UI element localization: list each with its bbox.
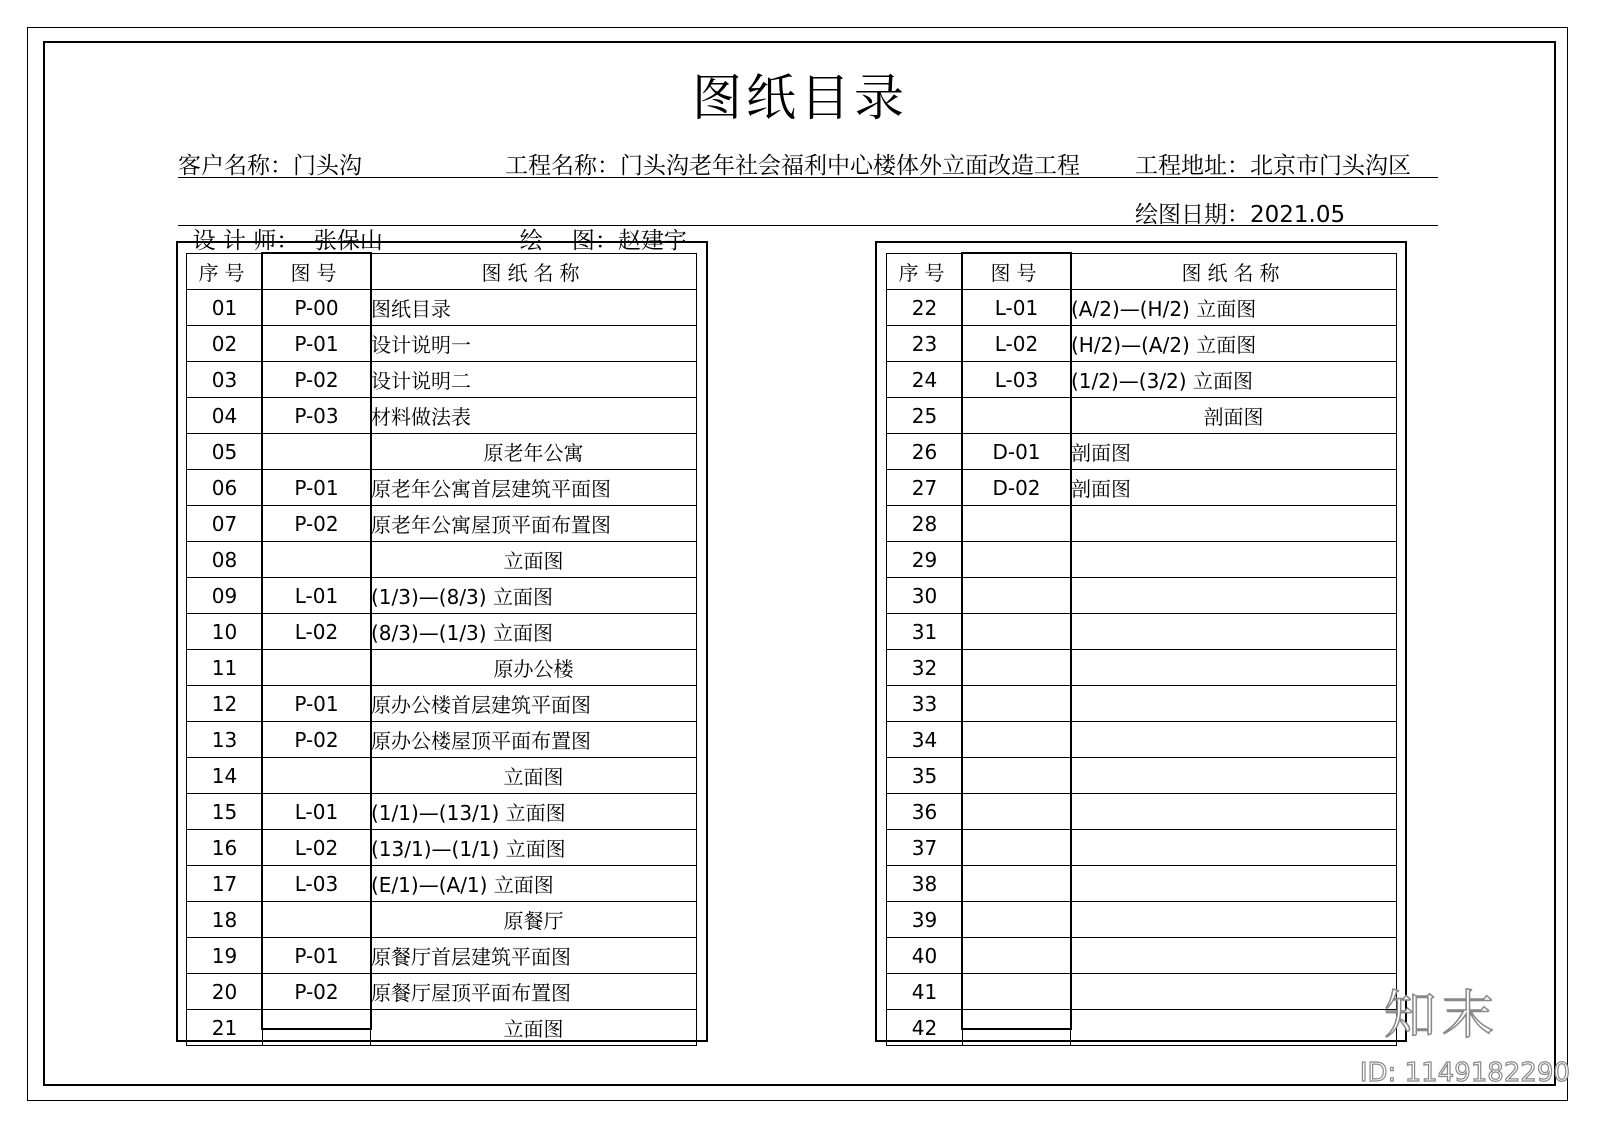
row-drawing-name	[1071, 614, 1397, 650]
row-seq: 19	[187, 938, 263, 974]
row-drawing-code	[963, 866, 1071, 902]
row-drawing-name	[1071, 866, 1397, 902]
table-row	[187, 830, 697, 866]
row-seq: 08	[187, 542, 263, 578]
row-seq: 35	[887, 758, 963, 794]
row-drawing-name: (1/1)—(13/1) 立面图	[371, 794, 697, 830]
row-drawing-code	[963, 614, 1071, 650]
left-index-table	[186, 253, 697, 1046]
date-label: 绘图日期：	[1135, 202, 1250, 228]
row-seq: 26	[887, 434, 963, 470]
row-drawing-code: P-01	[263, 470, 371, 506]
table-row	[887, 794, 1397, 830]
row-seq: 18	[187, 902, 263, 938]
header-code: 图号	[263, 254, 371, 290]
row-drawing-code: P-00	[263, 290, 371, 326]
row-seq: 06	[187, 470, 263, 506]
table-header-row	[187, 254, 697, 290]
table-row	[187, 434, 697, 470]
row-drawing-code	[963, 650, 1071, 686]
row-drawing-name	[1071, 1010, 1397, 1046]
table-row	[887, 398, 1397, 434]
row-drawing-code: D-02	[963, 470, 1071, 506]
table-row	[187, 686, 697, 722]
row-drawing-code: P-02	[263, 506, 371, 542]
row-drawing-code	[963, 722, 1071, 758]
row-drawing-code: L-01	[263, 794, 371, 830]
row-drawing-name: 立面图	[371, 542, 697, 578]
row-drawing-name: 原餐厅	[371, 902, 697, 938]
row-drawing-code	[263, 902, 371, 938]
header-seq: 序号	[887, 254, 963, 290]
row-drawing-name: 原餐厅屋顶平面布置图	[371, 974, 697, 1010]
row-drawing-code	[963, 506, 1071, 542]
row-drawing-code	[263, 542, 371, 578]
client-label: 客户名称：	[178, 153, 293, 179]
row-seq: 39	[887, 902, 963, 938]
row-drawing-name: (A/2)—(H/2) 立面图	[1071, 290, 1397, 326]
row-drawing-name: (1/3)—(8/3) 立面图	[371, 578, 697, 614]
table-row	[187, 470, 697, 506]
row-drawing-name: (H/2)—(A/2) 立面图	[1071, 326, 1397, 362]
row-seq: 20	[187, 974, 263, 1010]
table-row	[887, 470, 1397, 506]
designer-label: 设 计 师：	[192, 228, 300, 254]
row-drawing-name	[1071, 974, 1397, 1010]
header-rule-1	[178, 177, 1438, 178]
row-drawing-code	[963, 830, 1071, 866]
row-drawing-code: P-03	[263, 398, 371, 434]
row-seq: 17	[187, 866, 263, 902]
row-seq: 07	[187, 506, 263, 542]
header-code: 图号	[963, 254, 1071, 290]
client-value: 门头沟	[293, 153, 362, 179]
row-drawing-code	[963, 398, 1071, 434]
row-seq: 36	[887, 794, 963, 830]
address-info	[1135, 147, 1411, 180]
table-row	[187, 650, 697, 686]
page-title: 图纸目录	[692, 69, 908, 127]
table-row	[187, 578, 697, 614]
row-seq: 38	[887, 866, 963, 902]
row-drawing-code: L-01	[263, 578, 371, 614]
row-seq: 01	[187, 290, 263, 326]
row-drawing-name	[1071, 506, 1397, 542]
table-row	[887, 506, 1397, 542]
row-drawing-code: L-02	[963, 326, 1071, 362]
address-value: 北京市门头沟区	[1250, 153, 1411, 179]
row-drawing-code	[963, 794, 1071, 830]
header-name: 图纸名称	[371, 254, 697, 290]
table-row	[187, 722, 697, 758]
row-drawing-name: 立面图	[371, 1010, 697, 1046]
row-drawing-name	[1071, 938, 1397, 974]
client-info	[178, 147, 362, 180]
row-drawing-name: 材料做法表	[371, 398, 697, 434]
row-seq: 14	[187, 758, 263, 794]
table-row	[887, 650, 1397, 686]
table-row	[187, 362, 697, 398]
row-drawing-name: 图纸目录	[371, 290, 697, 326]
row-seq: 32	[887, 650, 963, 686]
row-seq: 05	[187, 434, 263, 470]
row-seq: 24	[887, 362, 963, 398]
row-drawing-code: P-02	[263, 722, 371, 758]
table-row	[187, 974, 697, 1010]
table-header-row	[887, 254, 1397, 290]
row-drawing-code	[963, 686, 1071, 722]
table-row	[887, 938, 1397, 974]
row-seq: 13	[187, 722, 263, 758]
table-row	[187, 398, 697, 434]
row-drawing-code	[963, 758, 1071, 794]
row-drawing-name	[1071, 794, 1397, 830]
right-index-table	[886, 253, 1397, 1046]
row-drawing-name: 原老年公寓屋顶平面布置图	[371, 506, 697, 542]
row-drawing-name: 设计说明一	[371, 326, 697, 362]
row-drawing-name: (13/1)—(1/1) 立面图	[371, 830, 697, 866]
row-drawing-code: L-01	[963, 290, 1071, 326]
table-row	[887, 290, 1397, 326]
row-seq: 28	[887, 506, 963, 542]
watermark-id: ID: 1149182290	[1359, 1058, 1570, 1088]
row-drawing-name: 立面图	[371, 758, 697, 794]
project-label: 工程名称：	[505, 153, 620, 179]
table-row	[887, 722, 1397, 758]
drafter-value: 赵建宇	[617, 228, 687, 254]
row-drawing-name: 设计说明二	[371, 362, 697, 398]
project-info	[505, 147, 1080, 180]
project-value: 门头沟老年社会福利中心楼体外立面改造工程	[620, 153, 1080, 179]
designer-value: 张保山	[313, 228, 383, 254]
row-drawing-name	[1071, 902, 1397, 938]
row-drawing-name	[1071, 686, 1397, 722]
row-seq: 15	[187, 794, 263, 830]
row-drawing-name	[1071, 722, 1397, 758]
row-drawing-code	[963, 578, 1071, 614]
table-row	[887, 974, 1397, 1010]
table-row	[887, 902, 1397, 938]
row-drawing-code: P-02	[263, 974, 371, 1010]
row-drawing-code	[963, 1010, 1071, 1046]
row-drawing-name	[1071, 758, 1397, 794]
row-drawing-code	[263, 758, 371, 794]
row-drawing-code: L-02	[263, 614, 371, 650]
row-drawing-name: 剖面图	[1071, 470, 1397, 506]
table-row	[887, 614, 1397, 650]
row-seq: 29	[887, 542, 963, 578]
row-seq: 27	[887, 470, 963, 506]
row-drawing-name: 原办公楼屋顶平面布置图	[371, 722, 697, 758]
row-seq: 42	[887, 1010, 963, 1046]
row-seq: 16	[187, 830, 263, 866]
table-row	[887, 758, 1397, 794]
table-row	[887, 434, 1397, 470]
row-seq: 10	[187, 614, 263, 650]
row-drawing-code: P-02	[263, 362, 371, 398]
table-row	[187, 866, 697, 902]
row-drawing-name	[1071, 650, 1397, 686]
row-drawing-code	[963, 542, 1071, 578]
row-seq: 09	[187, 578, 263, 614]
row-drawing-code	[263, 650, 371, 686]
table-row	[187, 938, 697, 974]
table-row	[887, 578, 1397, 614]
table-row	[887, 1010, 1397, 1046]
address-label: 工程地址：	[1135, 153, 1250, 179]
table-row	[187, 902, 697, 938]
header-rule-2	[178, 225, 1438, 226]
table-row	[187, 542, 697, 578]
row-drawing-code	[263, 434, 371, 470]
row-drawing-name: (8/3)—(1/3) 立面图	[371, 614, 697, 650]
table-row	[887, 542, 1397, 578]
row-seq: 41	[887, 974, 963, 1010]
row-seq: 12	[187, 686, 263, 722]
table-row	[887, 686, 1397, 722]
row-seq: 25	[887, 398, 963, 434]
row-seq: 04	[187, 398, 263, 434]
row-seq: 33	[887, 686, 963, 722]
row-drawing-name: (1/2)—(3/2) 立面图	[1071, 362, 1397, 398]
date-value: 2021.05	[1250, 202, 1346, 228]
row-drawing-code: P-01	[263, 326, 371, 362]
row-seq: 23	[887, 326, 963, 362]
row-drawing-name: 原餐厅首层建筑平面图	[371, 938, 697, 974]
row-drawing-name: 原办公楼	[371, 650, 697, 686]
row-seq: 37	[887, 830, 963, 866]
row-seq: 03	[187, 362, 263, 398]
row-drawing-code: L-03	[963, 362, 1071, 398]
table-row	[887, 326, 1397, 362]
row-drawing-code: L-03	[263, 866, 371, 902]
row-drawing-name: 剖面图	[1071, 434, 1397, 470]
row-seq: 34	[887, 722, 963, 758]
table-row	[187, 506, 697, 542]
header-name: 图纸名称	[1071, 254, 1397, 290]
row-drawing-name: 原老年公寓	[371, 434, 697, 470]
row-drawing-code	[263, 1010, 371, 1046]
row-seq: 21	[187, 1010, 263, 1046]
row-seq: 40	[887, 938, 963, 974]
row-drawing-name	[1071, 830, 1397, 866]
table-row	[887, 866, 1397, 902]
row-seq: 31	[887, 614, 963, 650]
row-drawing-code: P-01	[263, 938, 371, 974]
row-drawing-code: L-02	[263, 830, 371, 866]
row-drawing-code	[963, 974, 1071, 1010]
table-row	[187, 758, 697, 794]
row-seq: 22	[887, 290, 963, 326]
table-row	[187, 326, 697, 362]
table-row	[187, 1010, 697, 1046]
row-seq: 11	[187, 650, 263, 686]
table-row	[187, 614, 697, 650]
row-drawing-name: (E/1)—(A/1) 立面图	[371, 866, 697, 902]
drafter-label: 绘 图：	[519, 228, 618, 254]
table-row	[887, 830, 1397, 866]
header-seq: 序号	[187, 254, 263, 290]
row-drawing-name: 原老年公寓首层建筑平面图	[371, 470, 697, 506]
row-drawing-code	[963, 902, 1071, 938]
row-drawing-code: P-01	[263, 686, 371, 722]
table-row	[187, 794, 697, 830]
table-row	[187, 290, 697, 326]
row-drawing-name	[1071, 542, 1397, 578]
row-drawing-name: 原办公楼首层建筑平面图	[371, 686, 697, 722]
row-drawing-name	[1071, 578, 1397, 614]
row-seq: 30	[887, 578, 963, 614]
row-drawing-code: D-01	[963, 434, 1071, 470]
row-drawing-code	[963, 938, 1071, 974]
table-row	[887, 362, 1397, 398]
row-drawing-name: 剖面图	[1071, 398, 1397, 434]
watermark-logo: 知末	[1383, 986, 1500, 1046]
row-seq: 02	[187, 326, 263, 362]
